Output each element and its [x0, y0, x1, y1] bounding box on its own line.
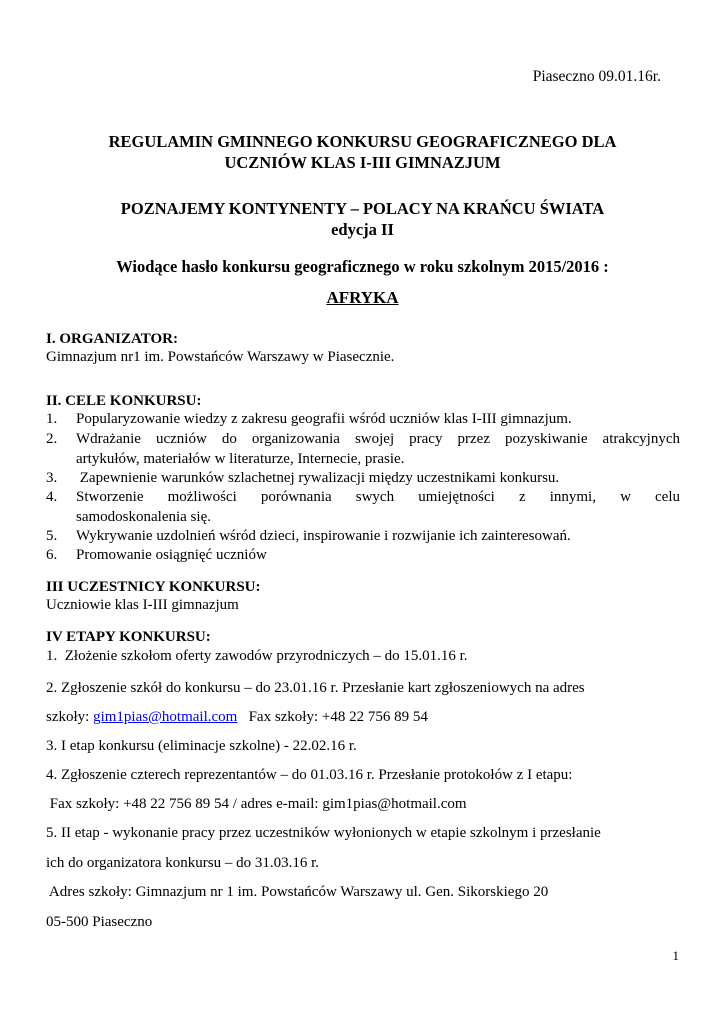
email-link[interactable]: gim1pias@hotmail.com	[93, 709, 238, 725]
stage-line-10: 05-500 Piaseczno	[46, 914, 153, 930]
participants-text: Uczniowie klas I-III gimnazjum	[46, 597, 239, 613]
stage-line-8: ich do organizatora konkursu – do 31.03.16 r.	[46, 855, 320, 871]
stage-line-3	[46, 709, 428, 726]
stage-line-6: Fax szkoły: +48 22 756 89 54 / adres e-mail: gim1pias@hotmail.com	[46, 796, 467, 812]
goal-text: Popularyzowanie wiedzy z zakresu geografii wśród uczniów klas I-III gimnazjum.	[76, 411, 572, 427]
document-title	[0, 131, 725, 173]
stage-line-7: 5. II etap - wykonanie pracy przez uczestników wyłonionych w etapie szkolnym i przesłanie	[46, 825, 601, 841]
goal-number: 5.	[46, 528, 58, 544]
title-line-2: UCZNIÓW KLAS I-III GIMNAZJUM	[224, 153, 501, 172]
participants-heading: III UCZESTNICY KONKURSU:	[46, 579, 261, 595]
subtitle-line-2: edycja II	[331, 220, 394, 239]
document-date: Piaseczno 09.01.16r.	[532, 68, 661, 85]
stage-line-1: 1. Złożenie szkołom oferty zawodów przyrodniczych – do 15.01.16 r.	[46, 648, 468, 664]
document-subtitle	[0, 198, 725, 240]
stage-line-9: Adres szkoły: Gimnazjum nr 1 im. Powstańców Warszawy ul. Gen. Sikorskiego 20	[46, 884, 549, 900]
motto: Wiodące hasło konkursu geograficznego w roku szkolnym 2015/2016 :	[116, 257, 609, 276]
theme-block	[0, 287, 725, 308]
goal-text: Wykrywanie uzdolnień wśród dzieci, inspirowanie i rozwijanie ich zainteresowań.	[76, 528, 571, 544]
subtitle-line-1: POZNAJEMY KONTYNENTY – POLACY NA KRAŃCU ŚWIATA	[120, 199, 605, 218]
title-line-1: REGULAMIN GMINNEGO KONKURSU GEOGRAFICZNEGO DLA	[108, 132, 617, 151]
goal-text: Promowanie osiągnięć uczniów	[76, 547, 267, 563]
goals-heading: II. CELE KONKURSU:	[46, 393, 202, 409]
goal-text: Wdrażanie uczniów do organizowania swojej pracy przez pozyskiwanie atrakcyjnych	[76, 431, 680, 447]
page-number: 1	[672, 948, 679, 963]
goal-number: 1.	[46, 411, 58, 427]
stage-line-4: 3. I etap konkursu (eliminacje szkolne) - 22.02.16 r.	[46, 738, 357, 754]
goal-text: Stworzenie możliwości porównania swych umiejętności z innymi, w celu	[76, 489, 680, 505]
fax-text: Fax szkoły: +48 22 756 89 54	[237, 709, 428, 725]
goal-text: samodoskonalenia się.	[76, 509, 211, 525]
goal-text: artykułów, materiałów w literaturze, Internecie, prasie.	[76, 451, 405, 467]
school-label: szkoły:	[46, 709, 94, 725]
goal-number: 4.	[46, 489, 58, 505]
goal-number: 3.	[46, 470, 58, 486]
goal-number: 6.	[46, 547, 58, 563]
goal-number: 2.	[46, 431, 58, 447]
organizer-text: Gimnazjum nr1 im. Powstańców Warszawy w Piasecznie.	[46, 349, 395, 365]
stage-line-5: 4. Zgłoszenie czterech reprezentantów – do 01.03.16 r. Przesłanie protokołów z I etapu:	[46, 767, 573, 783]
organizer-heading: I. ORGANIZATOR:	[46, 331, 178, 347]
stage-line-2: 2. Zgłoszenie szkół do konkursu – do 23.01.16 r. Przesłanie kart zgłoszeniowych na adres	[46, 680, 585, 696]
stages-heading: IV ETAPY KONKURSU:	[46, 629, 211, 645]
theme-title: AFRYKA	[326, 288, 399, 307]
goal-text: Zapewnienie warunków szlachetnej rywalizacji między uczestnikami konkursu.	[76, 470, 560, 486]
